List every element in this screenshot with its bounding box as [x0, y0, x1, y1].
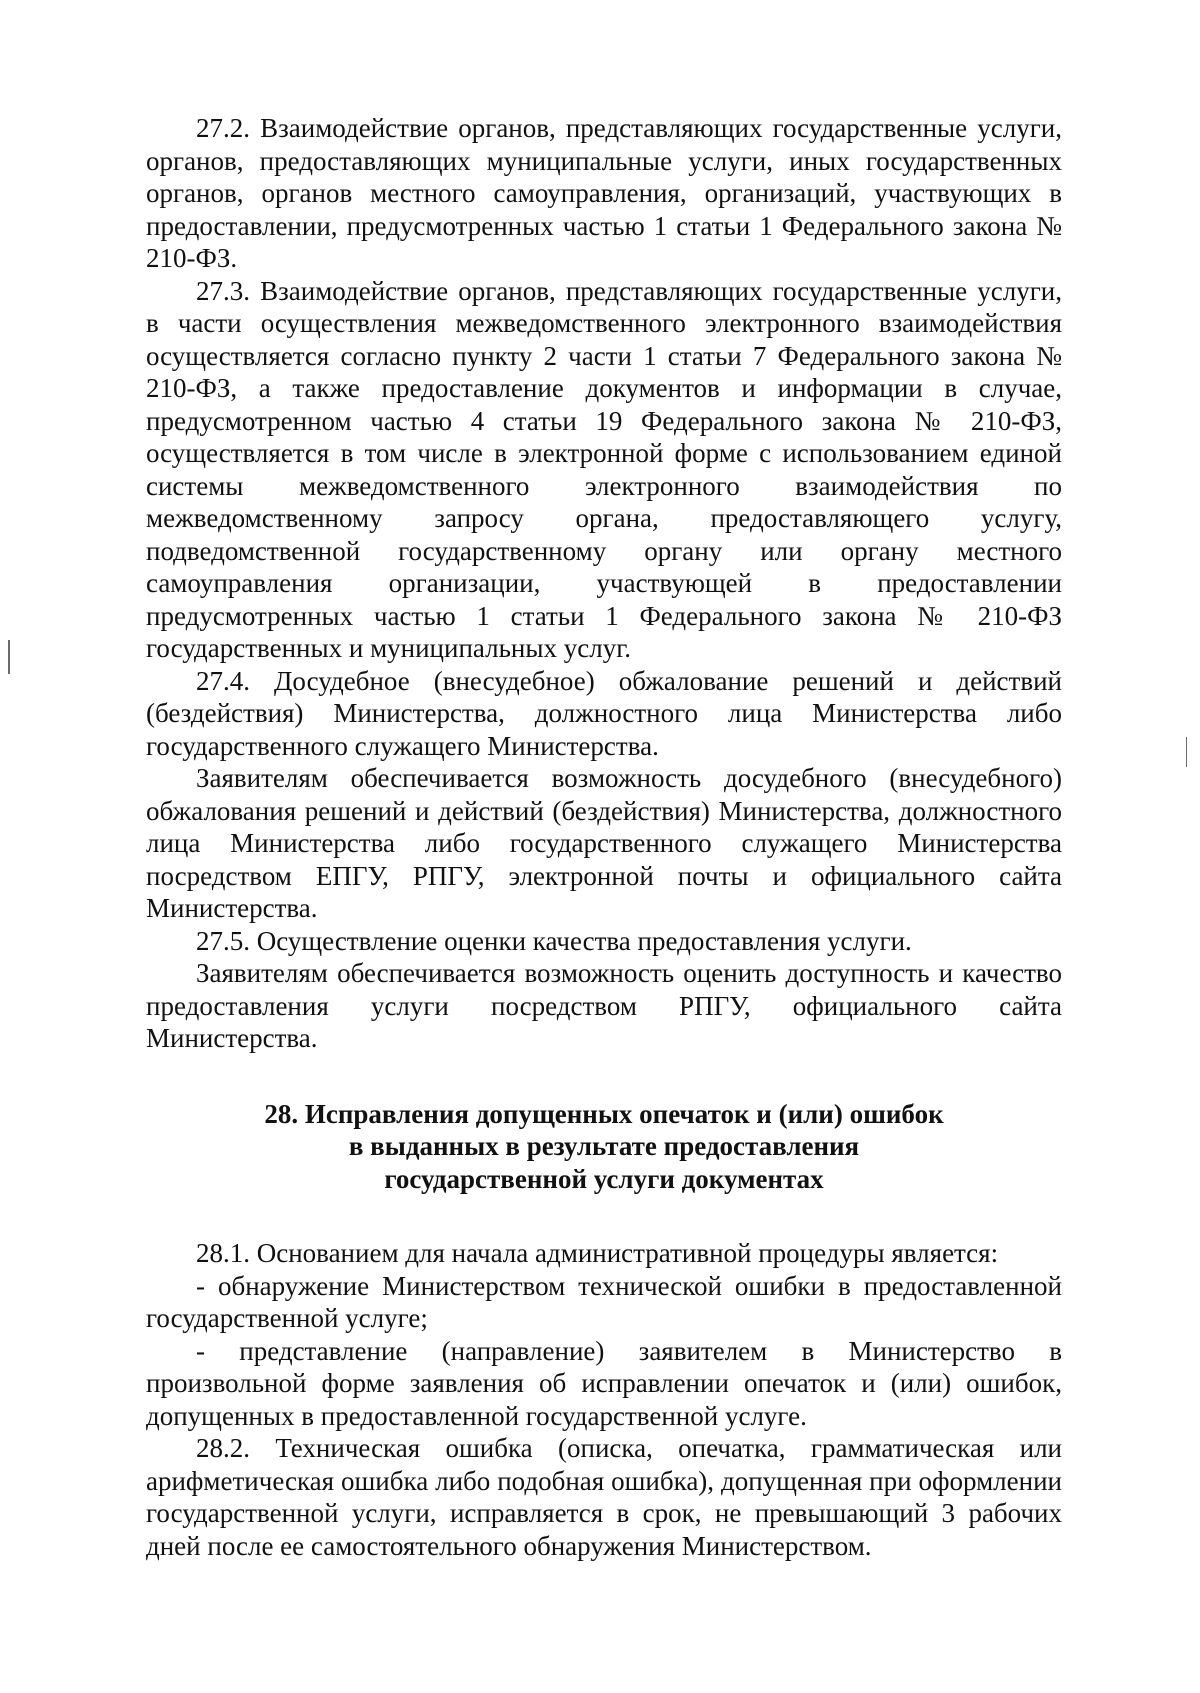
scan-artifact-right [1186, 737, 1187, 767]
list-item-ministry-detection: - обнаружение Министерством технической ошибки в предоставленной государственной услуге; [146, 1270, 1062, 1333]
section-heading-28 [146, 1098, 1062, 1196]
paragraph-appeal-possibility: Заявителям обеспечивается возможность досудебного (внесудебного) обжалования решений и действий (бездействия) Министерства, должностного лица Министерства либо государственного служащего Министерства посредством ЕПГУ, РПГУ, электронной почты и официального сайта Министерства. [146, 763, 1062, 923]
paragraph-quality-assessment: Заявителям обеспечивается возможность оценить доступность и качество предоставления услуги посредством РПГУ, официального сайта Министерства. [146, 958, 1062, 1053]
heading-line-3: государственной услуги документах [384, 1163, 824, 1194]
heading-line-1: 28. Исправления допущенных опечаток и (или) ошибок [264, 1098, 944, 1129]
paragraph-27-2: 27.2. Взаимодействие органов, представляющих государственные услуги, органов, предоставляющих муниципальные услуги, иных государственных органов, органов местного самоуправления, организаций, участвующих в предоставлении, предусмотренных частью 1 статьи 1 Федерального закона № 210-ФЗ. [146, 113, 1062, 273]
scan-artifact-left [8, 640, 10, 674]
paragraph-27-3: 27.3. Взаимодействие органов, представляющих государственные услуги, в части осуществления межведомственного электронного взаимодействия осуществляется согласно пункту 2 части 1 статьи 7 Федерального закона № 210-ФЗ, а также предоставление документов и информации в случае, предусмотренном частью 4 статьи 19 Федерального закона № 210-ФЗ, осуществляется в том числе в электронной форме с использованием единой системы межведомственного электронного взаимодействия по межведомственному запросу органа, предоставляющего услугу, подведомственной государственному органу или органу местного самоуправления организации, участвующей в предоставлении предусмотренных частью 1 статьи 1 Федерального закона № 210-ФЗ государственных и муниципальных услуг. [146, 275, 1062, 663]
paragraph-27-5: 27.5. Осуществление оценки качества предоставления услуги. [196, 925, 912, 956]
paragraph-27-4: 27.4. Досудебное (внесудебное) обжалование решений и действий (бездействия) Министерства, должностного лица Министерства либо государственного служащего Министерства. [146, 665, 1062, 761]
paragraph-28-1: 28.1. Основанием для начала административной процедуры является: [196, 1238, 999, 1268]
list-item-applicant-request: - представление (направление) заявителем в Министерство в произвольной форме заявления об исправлении опечаток и (или) ошибок, допущенных в предоставленной государственной услуге. [146, 1335, 1062, 1431]
paragraph-28-2: 28.2. Техническая ошибка (описка, опечатка, грамматическая или арифметическая ошибка либо подобная ошибка), допущенная при оформлении государственной услуги, исправляется в срок, не превышающий 3 рабочих дней после ее самостоятельного обнаружения Министерством. [146, 1433, 1062, 1561]
document-page [146, 112, 1062, 1562]
heading-line-2: в выданных в результате предоставления [348, 1131, 860, 1161]
